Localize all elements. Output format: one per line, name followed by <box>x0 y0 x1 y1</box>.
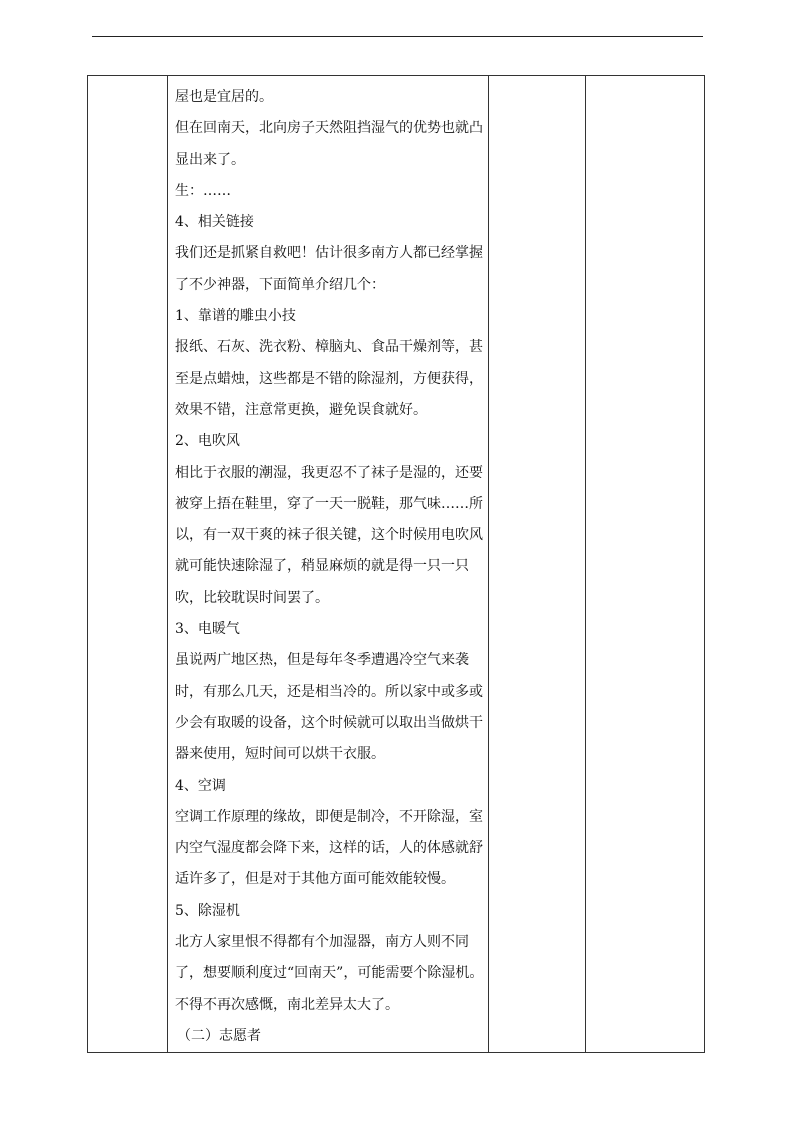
section-heading: 3、电暖气 <box>175 621 240 638</box>
text-line: 时，有那么几天，还是相当冷的。所以家中或多或 <box>175 683 483 700</box>
text-line: 器来使用，短时间可以烘干衣服。 <box>175 746 385 763</box>
lesson-plan-table <box>87 75 705 1053</box>
text-line: 就可能快速除湿了，稍显麻烦的就是得一只一只 <box>175 558 469 575</box>
text-line: 虽说两广地区热，但是每年冬季遭遇冷空气来袭 <box>175 652 469 669</box>
section-heading: （二）志愿者 <box>177 1027 261 1044</box>
text-line: 以，有一双干爽的袜子很关键，这个时候用电吹风 <box>175 527 483 544</box>
column-4-cell <box>586 76 705 1053</box>
text-line: 北方人家里恨不得都有个加湿器，南方人则不同 <box>175 934 469 951</box>
table-row <box>88 76 705 1053</box>
text-line: 我们还是抓紧自救吧！估计很多南方人都已经掌握 <box>175 245 483 262</box>
text-line: 了不少神器，下面简单介绍几个： <box>175 276 385 293</box>
section-heading: 5、除湿机 <box>175 902 240 919</box>
header-rule <box>92 36 703 37</box>
text-line: 报纸、石灰、洗衣粉、樟脑丸、食品干燥剂等，甚 <box>175 339 483 356</box>
section-heading: 4、空调 <box>175 777 226 794</box>
text-line: 至是点蜡烛，这些都是不错的除湿剂，方便获得， <box>175 370 483 387</box>
text-line: 吹，比较耽误时间罢了。 <box>175 589 329 606</box>
text-line: 少会有取暖的设备，这个时候就可以取出当做烘干 <box>175 714 483 731</box>
text-line: 相比于衣服的潮湿，我更忍不了袜子是湿的，还要 <box>175 464 483 481</box>
lesson-plan-table-wrapper <box>87 75 705 1053</box>
column-3-cell <box>489 76 586 1053</box>
text-line: 不得不再次感慨，南北差异太大了。 <box>175 996 399 1013</box>
text-line: 显出来了。 <box>175 151 245 168</box>
content-text <box>168 76 483 1052</box>
column-1-cell <box>88 76 168 1053</box>
text-line: 屋也是宜居的。 <box>175 89 273 105</box>
content-cell <box>168 76 489 1053</box>
text-line: 空调工作原理的缘故，即便是制冷，不开除湿，室 <box>175 808 483 825</box>
text-line: 但在回南天，北向房子天然阻挡湿气的优势也就凸 <box>175 120 483 137</box>
text-line: 了，想要顺利度过“回南天”，可能需要个除湿机。 <box>175 965 484 982</box>
text-line: 效果不错，注意常更换，避免误食就好。 <box>175 401 427 418</box>
text-line: 适许多了，但是对于其他方面可能效能较慢。 <box>175 871 455 888</box>
section-heading: 4、相关链接 <box>175 214 254 231</box>
section-heading: 2、电吹风 <box>175 433 240 450</box>
text-line: 生：…… <box>175 182 231 199</box>
text-line: 被穿上捂在鞋里，穿了一天一脱鞋，那气味……所 <box>175 495 483 512</box>
section-heading: 1、靠谱的雕虫小技 <box>175 308 296 325</box>
text-line: 内空气湿度都会降下来，这样的话，人的体感就舒 <box>175 840 483 857</box>
